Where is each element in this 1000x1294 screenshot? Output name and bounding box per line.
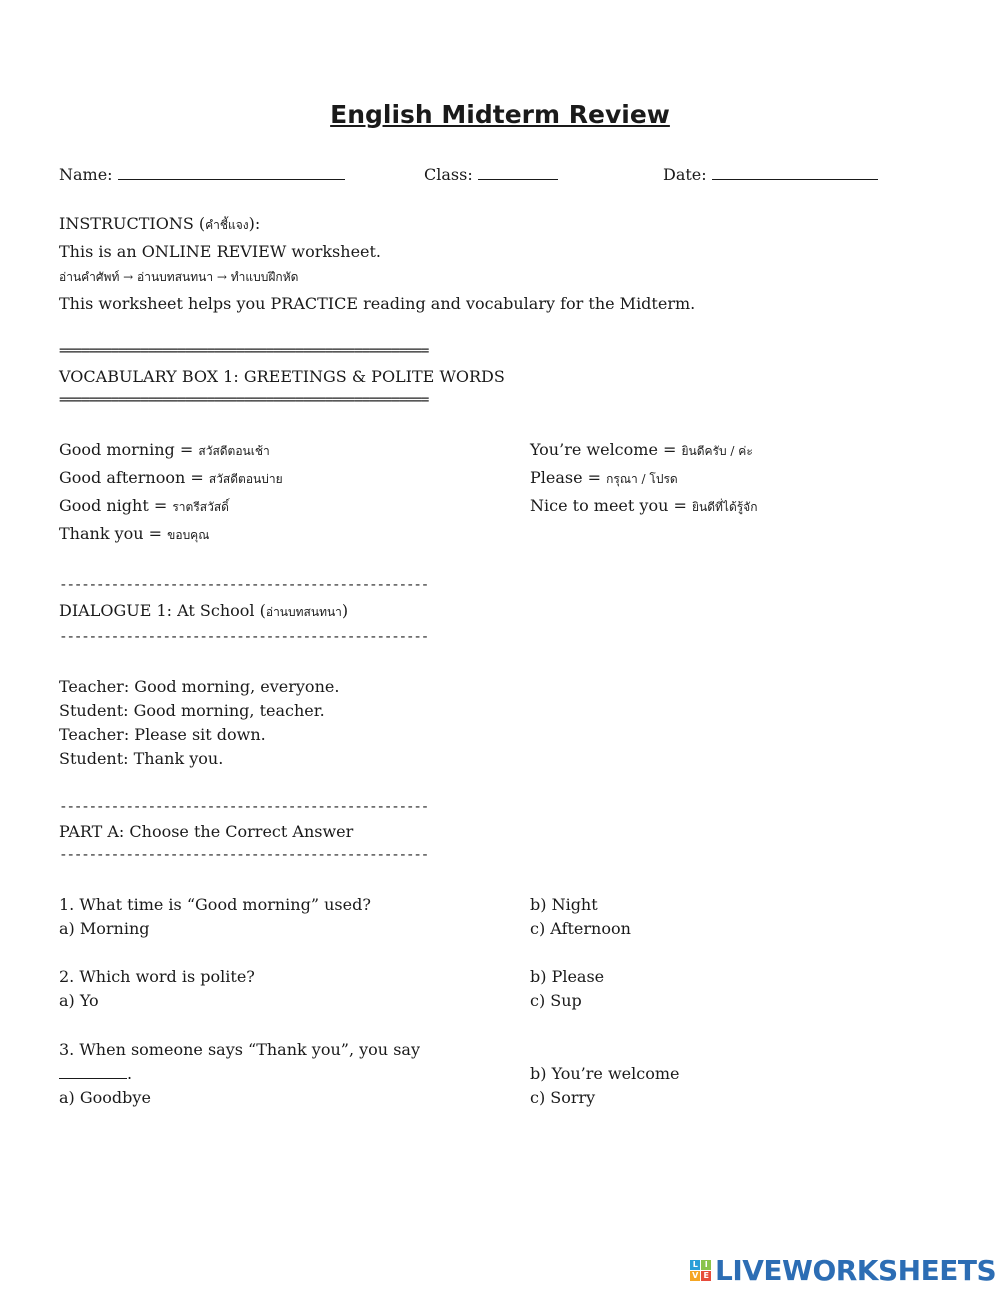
name-label: Name: [59,165,113,184]
name-field[interactable] [59,165,345,185]
answer-option[interactable]: c) Afternoon [530,919,631,938]
answer-option[interactable]: a) Yo [59,991,99,1010]
divider: -------------------------------------------------- [59,847,428,863]
name-blank[interactable] [118,165,345,180]
answer-option[interactable]: c) Sorry [530,1088,596,1107]
dialogue-line: Student: Good morning, teacher. [59,701,325,720]
dialogue-line: Student: Thank you. [59,749,224,768]
answer-option[interactable]: c) Sup [530,991,582,1010]
question-blank[interactable]: . [59,1064,132,1084]
vocab-item: Nice to meet you = ยินดีที่ได้รู้จัก [530,496,758,515]
date-field[interactable] [663,165,878,185]
page-title: English Midterm Review [330,100,670,129]
question-text: 2. Which word is polite? [59,967,255,986]
answer-option[interactable]: b) You’re welcome [530,1064,680,1083]
answer-option[interactable]: a) Goodbye [59,1088,151,1107]
dialogue-line: Teacher: Good morning, everyone. [59,677,340,696]
class-field[interactable] [424,165,558,185]
logo-mark-icon: L I V E [690,1260,711,1281]
logo-text: LIVEWORKSHEETS [715,1254,997,1287]
part-a-heading: PART A: Choose the Correct Answer [59,822,354,841]
vocab-item: Good afternoon = สวัสดีตอนบ่าย [59,468,283,487]
vocab-item: Good night = ราตรีสวัสดิ์ [59,496,229,515]
vocab-item: Good morning = สวัสดีตอนเช้า [59,440,270,459]
divider: ================================================== [59,343,428,359]
instructions-line: This is an ONLINE REVIEW worksheet. [59,242,382,261]
divider: -------------------------------------------------- [59,629,428,645]
question-text: 1. What time is “Good morning” used? [59,895,371,914]
answer-option[interactable]: b) Please [530,967,605,986]
divider: -------------------------------------------------- [59,799,428,815]
answer-blank[interactable] [59,1064,127,1079]
divider: ================================================== [59,392,428,408]
class-label: Class: [424,165,473,184]
class-blank[interactable] [478,165,558,180]
answer-option[interactable]: a) Morning [59,919,150,938]
date-label: Date: [663,165,707,184]
vocab-heading: VOCABULARY BOX 1: GREETINGS & POLITE WORDS [59,367,505,386]
liveworksheets-logo [690,1254,996,1287]
date-blank[interactable] [712,165,878,180]
vocab-item: You’re welcome = ยินดีครับ / ค่ะ [530,440,753,459]
instructions-heading: INSTRUCTIONS (คำชี้แจง): [59,214,261,233]
divider: -------------------------------------------------- [59,577,428,593]
instructions-steps: อ่านคำศัพท์ → อ่านบทสนทนา → ทำแบบฝึกหัด [59,270,299,284]
vocab-item: Please = กรุณา / โปรด [530,468,678,487]
dialogue-line: Teacher: Please sit down. [59,725,266,744]
dialogue-heading: DIALOGUE 1: At School (อ่านบทสนทนา) [59,601,349,620]
answer-option[interactable]: b) Night [530,895,598,914]
vocab-item: Thank you = ขอบคุณ [59,524,210,543]
question-text: 3. When someone says “Thank you”, you say [59,1040,420,1059]
instructions-line: This worksheet helps you PRACTICE reading and vocabulary for the Midterm. [59,294,696,313]
